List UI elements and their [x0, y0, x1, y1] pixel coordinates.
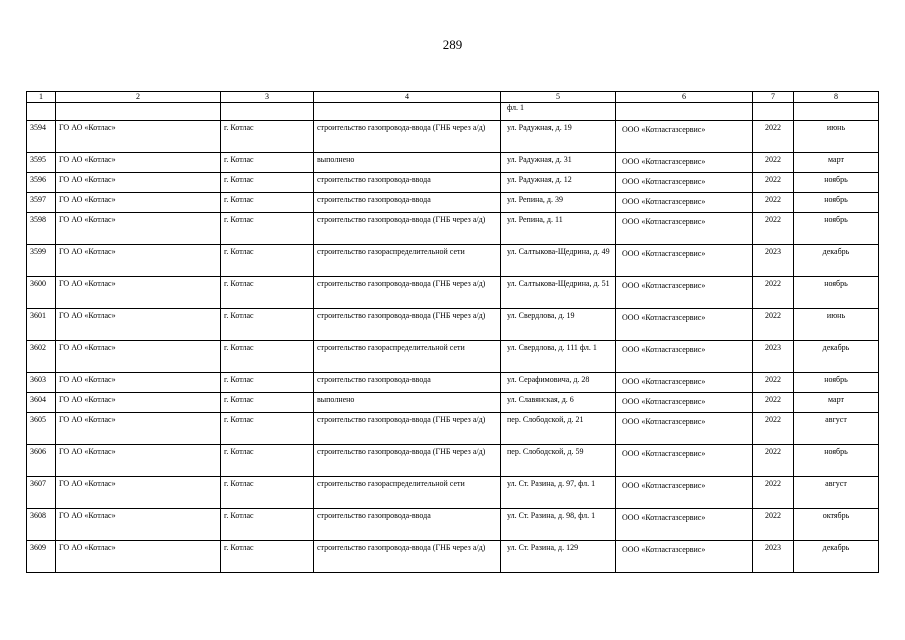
column-number: 5 — [501, 92, 616, 103]
table-row — [27, 413, 879, 445]
cell-owner: ГО АО «Котлас» — [56, 309, 221, 341]
cell-address: пер. Слободской, д. 21 — [501, 413, 616, 445]
cell-address: ул. Салтыкова-Щедрина, д. 49 — [501, 245, 616, 277]
cell-executor: ООО «Котласгазсервис» — [616, 193, 753, 213]
cell-month: ноябрь — [794, 213, 879, 245]
cell-month: июнь — [794, 309, 879, 341]
table-row — [27, 121, 879, 153]
cell-month: декабрь — [794, 341, 879, 373]
cell-city: г. Котлас — [221, 509, 314, 541]
cell-year: 2022 — [753, 413, 794, 445]
table-body — [27, 92, 879, 573]
cell-month: ноябрь — [794, 373, 879, 393]
cell-month: декабрь — [794, 245, 879, 277]
table-row — [27, 445, 879, 477]
cell-owner: ГО АО «Котлас» — [56, 477, 221, 509]
cell-work-type: строительство газораспределительной сети — [314, 341, 501, 373]
cell-work-type: выполнено — [314, 393, 501, 413]
cell-executor: ООО «Котласгазсервис» — [616, 245, 753, 277]
cell-number: 3605 — [27, 413, 56, 445]
cell-month: июнь — [794, 121, 879, 153]
column-number: 6 — [616, 92, 753, 103]
cell-number: 3606 — [27, 445, 56, 477]
table-row — [27, 173, 879, 193]
cell-work-type: строительство газораспределительной сети — [314, 477, 501, 509]
table-row — [27, 477, 879, 509]
cell-work-type: выполнено — [314, 153, 501, 173]
cell-owner: ГО АО «Котлас» — [56, 245, 221, 277]
table-row — [27, 245, 879, 277]
cell-owner: ГО АО «Котлас» — [56, 373, 221, 393]
cell-number: 3594 — [27, 121, 56, 153]
cell-month: август — [794, 413, 879, 445]
cell-number: 3595 — [27, 153, 56, 173]
cell-owner: ГО АО «Котлас» — [56, 413, 221, 445]
cell-month: август — [794, 477, 879, 509]
cell-owner: ГО АО «Котлас» — [56, 153, 221, 173]
cell-year: 2022 — [753, 509, 794, 541]
cell-empty — [314, 103, 501, 121]
cell-work-type: строительство газопровода-ввода — [314, 509, 501, 541]
cell-city: г. Котлас — [221, 541, 314, 573]
cell-address: ул. Репина, д. 39 — [501, 193, 616, 213]
cell-empty — [27, 103, 56, 121]
cell-work-type: строительство газораспределительной сети — [314, 245, 501, 277]
cell-work-type: строительство газопровода-ввода (ГНБ через а/д) — [314, 277, 501, 309]
column-number: 1 — [27, 92, 56, 103]
cell-owner: ГО АО «Котлас» — [56, 121, 221, 153]
cell-year: 2022 — [753, 173, 794, 193]
cell-address: ул. Свердлова, д. 111 фл. 1 — [501, 341, 616, 373]
cell-executor: ООО «Котласгазсервис» — [616, 121, 753, 153]
cell-year: 2023 — [753, 245, 794, 277]
cell-number: 3603 — [27, 373, 56, 393]
cell-executor: ООО «Котласгазсервис» — [616, 445, 753, 477]
cell-month: март — [794, 393, 879, 413]
cell-executor: ООО «Котласгазсервис» — [616, 153, 753, 173]
cell-year: 2022 — [753, 393, 794, 413]
cell-work-type: строительство газопровода-ввода (ГНБ через а/д) — [314, 213, 501, 245]
cell-work-type: строительство газопровода-ввода (ГНБ через а/д) — [314, 309, 501, 341]
cell-city: г. Котлас — [221, 245, 314, 277]
cell-empty — [753, 103, 794, 121]
cell-month: октябрь — [794, 509, 879, 541]
table-row — [27, 341, 879, 373]
cell-empty — [616, 103, 753, 121]
cell-city: г. Котлас — [221, 153, 314, 173]
column-number: 8 — [794, 92, 879, 103]
cell-number: 3596 — [27, 173, 56, 193]
cell-city: г. Котлас — [221, 477, 314, 509]
cell-month: ноябрь — [794, 193, 879, 213]
cell-number: 3600 — [27, 277, 56, 309]
cell-city: г. Котлас — [221, 393, 314, 413]
cell-address: пер. Слободской, д. 59 — [501, 445, 616, 477]
cell-work-type: строительство газопровода-ввода (ГНБ через а/д) — [314, 413, 501, 445]
cell-address: ул. Ст. Разина, д. 129 — [501, 541, 616, 573]
table-row — [27, 309, 879, 341]
page-number: 289 — [442, 37, 463, 52]
cell-year: 2022 — [753, 309, 794, 341]
cell-empty — [56, 103, 221, 121]
cell-owner: ГО АО «Котлас» — [56, 193, 221, 213]
cell-address: ул. Репина, д. 11 — [501, 213, 616, 245]
cell-number: 3608 — [27, 509, 56, 541]
cell-number: 3609 — [27, 541, 56, 573]
cell-year: 2022 — [753, 213, 794, 245]
cell-city: г. Котлас — [221, 277, 314, 309]
cell-address: ул. Салтыкова-Щедрина, д. 51 — [501, 277, 616, 309]
cell-number: 3598 — [27, 213, 56, 245]
cell-address: ул. Ст. Разина, д. 97, фл. 1 — [501, 477, 616, 509]
cell-owner: ГО АО «Котлас» — [56, 509, 221, 541]
cell-address: ул. Славянская, д. 6 — [501, 393, 616, 413]
cell-month: ноябрь — [794, 277, 879, 309]
table-row — [27, 393, 879, 413]
cell-year: 2023 — [753, 541, 794, 573]
cell-address: фл. 1 — [501, 103, 616, 121]
column-number: 3 — [221, 92, 314, 103]
cell-month: март — [794, 153, 879, 173]
cell-month: декабрь — [794, 541, 879, 573]
column-number: 4 — [314, 92, 501, 103]
cell-address: ул. Радужная, д. 12 — [501, 173, 616, 193]
cell-month: ноябрь — [794, 445, 879, 477]
cell-city: г. Котлас — [221, 193, 314, 213]
cell-executor: ООО «Котласгазсервис» — [616, 541, 753, 573]
table-row — [27, 541, 879, 573]
cell-address: ул. Ст. Разина, д. 98, фл. 1 — [501, 509, 616, 541]
table-row — [27, 213, 879, 245]
table-row — [27, 277, 879, 309]
cell-work-type: строительство газопровода-ввода — [314, 193, 501, 213]
cell-number: 3604 — [27, 393, 56, 413]
gasification-table — [26, 91, 879, 573]
cell-year: 2022 — [753, 153, 794, 173]
cell-owner: ГО АО «Котлас» — [56, 173, 221, 193]
continuation-row — [27, 103, 879, 121]
cell-year: 2022 — [753, 477, 794, 509]
cell-address: ул. Радужная, д. 19 — [501, 121, 616, 153]
column-number: 7 — [753, 92, 794, 103]
cell-executor: ООО «Котласгазсервис» — [616, 413, 753, 445]
cell-year: 2022 — [753, 193, 794, 213]
cell-city: г. Котлас — [221, 445, 314, 477]
table-row — [27, 373, 879, 393]
cell-year: 2022 — [753, 445, 794, 477]
cell-executor: ООО «Котласгазсервис» — [616, 509, 753, 541]
cell-executor: ООО «Котласгазсервис» — [616, 341, 753, 373]
cell-city: г. Котлас — [221, 213, 314, 245]
cell-city: г. Котлас — [221, 309, 314, 341]
cell-work-type: строительство газопровода-ввода (ГНБ через а/д) — [314, 541, 501, 573]
cell-executor: ООО «Котласгазсервис» — [616, 309, 753, 341]
cell-year: 2023 — [753, 341, 794, 373]
cell-address: ул. Серафимовича, д. 28 — [501, 373, 616, 393]
cell-address: ул. Свердлова, д. 19 — [501, 309, 616, 341]
cell-city: г. Котлас — [221, 373, 314, 393]
cell-address: ул. Радужная, д. 31 — [501, 153, 616, 173]
cell-year: 2022 — [753, 121, 794, 153]
cell-work-type: строительство газопровода-ввода — [314, 373, 501, 393]
cell-work-type: строительство газопровода-ввода — [314, 173, 501, 193]
table-row — [27, 153, 879, 173]
cell-executor: ООО «Котласгазсервис» — [616, 213, 753, 245]
cell-number: 3607 — [27, 477, 56, 509]
cell-empty — [221, 103, 314, 121]
cell-number: 3599 — [27, 245, 56, 277]
cell-year: 2022 — [753, 373, 794, 393]
cell-owner: ГО АО «Котлас» — [56, 213, 221, 245]
cell-executor: ООО «Котласгазсервис» — [616, 277, 753, 309]
column-numbers-row — [27, 92, 879, 103]
cell-executor: ООО «Котласгазсервис» — [616, 173, 753, 193]
cell-city: г. Котлас — [221, 341, 314, 373]
cell-number: 3597 — [27, 193, 56, 213]
cell-owner: ГО АО «Котлас» — [56, 341, 221, 373]
cell-owner: ГО АО «Котлас» — [56, 277, 221, 309]
cell-owner: ГО АО «Котлас» — [56, 393, 221, 413]
cell-empty — [794, 103, 879, 121]
cell-executor: ООО «Котласгазсервис» — [616, 393, 753, 413]
cell-owner: ГО АО «Котлас» — [56, 445, 221, 477]
cell-owner: ГО АО «Котлас» — [56, 541, 221, 573]
cell-city: г. Котлас — [221, 173, 314, 193]
cell-work-type: строительство газопровода-ввода (ГНБ через а/д) — [314, 121, 501, 153]
cell-year: 2022 — [753, 277, 794, 309]
cell-month: ноябрь — [794, 173, 879, 193]
cell-executor: ООО «Котласгазсервис» — [616, 373, 753, 393]
table-row — [27, 193, 879, 213]
cell-city: г. Котлас — [221, 413, 314, 445]
cell-number: 3601 — [27, 309, 56, 341]
table-row — [27, 509, 879, 541]
column-number: 2 — [56, 92, 221, 103]
cell-work-type: строительство газопровода-ввода (ГНБ через а/д) — [314, 445, 501, 477]
cell-number: 3602 — [27, 341, 56, 373]
cell-executor: ООО «Котласгазсервис» — [616, 477, 753, 509]
cell-city: г. Котлас — [221, 121, 314, 153]
